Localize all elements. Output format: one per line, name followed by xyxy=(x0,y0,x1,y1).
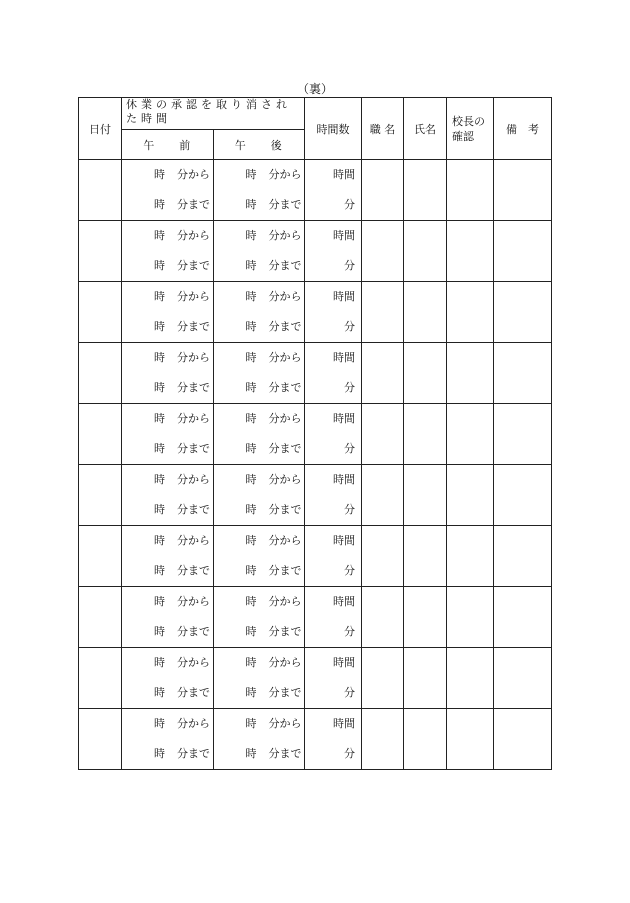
date-cell[interactable] xyxy=(79,648,122,709)
header-date: 日付 xyxy=(79,98,122,160)
post-cell[interactable] xyxy=(362,282,404,343)
hour-label: 時 xyxy=(245,259,257,272)
to-label: 分まで xyxy=(268,381,302,394)
am-time-cell[interactable] xyxy=(122,404,214,465)
table-row xyxy=(79,221,552,282)
am-time-cell[interactable] xyxy=(122,587,214,648)
hour-label: 時 xyxy=(154,442,165,455)
remarks-cell[interactable] xyxy=(494,343,552,404)
to-label: 分まで xyxy=(177,747,210,760)
to-label: 分まで xyxy=(177,259,210,272)
table-row xyxy=(79,587,552,648)
to-label: 分まで xyxy=(268,686,302,699)
table-row xyxy=(79,648,552,709)
date-cell[interactable] xyxy=(79,343,122,404)
post-cell[interactable] xyxy=(362,648,404,709)
hour-label: 時 xyxy=(245,625,257,638)
am-time-cell[interactable] xyxy=(122,465,214,526)
hours-unit-label: 時間 xyxy=(333,656,355,669)
table-row xyxy=(79,282,552,343)
hours-cell[interactable] xyxy=(305,343,362,404)
principal-check-cell[interactable] xyxy=(447,404,494,465)
date-cell[interactable] xyxy=(79,404,122,465)
hours-unit-label: 時間 xyxy=(333,229,355,242)
hours-unit-label: 時間 xyxy=(333,290,355,303)
hour-label: 時 xyxy=(245,534,257,547)
hour-label: 時 xyxy=(245,686,257,699)
hours-cell[interactable] xyxy=(305,282,362,343)
hour-label: 時 xyxy=(154,595,165,608)
hour-label: 時 xyxy=(154,656,165,669)
from-label: 分から xyxy=(177,656,210,669)
remarks-cell[interactable] xyxy=(494,709,552,770)
hour-label: 時 xyxy=(154,686,165,699)
minutes-unit-label: 分 xyxy=(344,503,355,516)
from-label: 分から xyxy=(177,229,210,242)
to-label: 分まで xyxy=(268,259,302,272)
hour-label: 時 xyxy=(154,198,165,211)
to-label: 分まで xyxy=(268,320,302,333)
hours-unit-label: 時間 xyxy=(333,595,355,608)
name-cell[interactable] xyxy=(404,709,447,770)
header-remarks: 備 考 xyxy=(494,98,552,160)
principal-check-cell[interactable] xyxy=(447,465,494,526)
to-label: 分まで xyxy=(177,198,210,211)
from-label: 分から xyxy=(177,168,210,181)
principal-check-cell[interactable] xyxy=(447,160,494,221)
hour-label: 時 xyxy=(154,717,165,730)
hour-label: 時 xyxy=(154,290,165,303)
remarks-cell[interactable] xyxy=(494,221,552,282)
hours-unit-label: 時間 xyxy=(333,168,355,181)
pm-time-cell[interactable] xyxy=(213,160,305,221)
principal-check-cell[interactable] xyxy=(447,282,494,343)
minutes-unit-label: 分 xyxy=(344,259,355,272)
hour-label: 時 xyxy=(245,168,257,181)
pm-time-cell[interactable] xyxy=(213,526,305,587)
post-cell[interactable] xyxy=(362,526,404,587)
principal-check-cell[interactable] xyxy=(447,709,494,770)
hour-label: 時 xyxy=(154,473,165,486)
table-row xyxy=(79,465,552,526)
name-cell[interactable] xyxy=(404,648,447,709)
table-row xyxy=(79,404,552,465)
hours-cell[interactable] xyxy=(305,221,362,282)
to-label: 分まで xyxy=(268,747,302,760)
hour-label: 時 xyxy=(245,320,257,333)
header-hours: 時間数 xyxy=(305,98,362,160)
pm-time-cell[interactable] xyxy=(213,465,305,526)
hour-label: 時 xyxy=(154,381,165,394)
header-name: 氏名 xyxy=(404,98,447,160)
name-cell[interactable] xyxy=(404,282,447,343)
principal-check-cell[interactable] xyxy=(447,648,494,709)
hour-label: 時 xyxy=(154,168,165,181)
hour-label: 時 xyxy=(245,656,257,669)
principal-check-cell[interactable] xyxy=(447,587,494,648)
minutes-unit-label: 分 xyxy=(344,686,355,699)
to-label: 分まで xyxy=(177,686,210,699)
date-cell[interactable] xyxy=(79,221,122,282)
post-cell[interactable] xyxy=(362,160,404,221)
am-time-cell[interactable] xyxy=(122,343,214,404)
hour-label: 時 xyxy=(245,198,257,211)
hour-label: 時 xyxy=(245,381,257,394)
to-label: 分まで xyxy=(177,442,210,455)
am-time-cell[interactable] xyxy=(122,221,214,282)
from-label: 分から xyxy=(268,595,302,608)
post-cell[interactable] xyxy=(362,587,404,648)
remarks-cell[interactable] xyxy=(494,160,552,221)
date-cell[interactable] xyxy=(79,709,122,770)
hours-unit-label: 時間 xyxy=(333,412,355,425)
minutes-unit-label: 分 xyxy=(344,625,355,638)
from-label: 分から xyxy=(177,717,210,730)
hours-unit-label: 時間 xyxy=(333,351,355,364)
hour-label: 時 xyxy=(154,564,165,577)
to-label: 分まで xyxy=(177,320,210,333)
table-row xyxy=(79,160,552,221)
hour-label: 時 xyxy=(154,259,165,272)
minutes-unit-label: 分 xyxy=(344,320,355,333)
hour-label: 時 xyxy=(154,320,165,333)
am-time-cell[interactable] xyxy=(122,160,214,221)
header-cancelled-period: 休業の承認を取り消された時間 xyxy=(122,98,305,130)
hours-cell[interactable] xyxy=(305,648,362,709)
principal-check-cell[interactable] xyxy=(447,343,494,404)
post-cell[interactable] xyxy=(362,343,404,404)
from-label: 分から xyxy=(177,473,210,486)
from-label: 分から xyxy=(268,351,302,364)
date-cell[interactable] xyxy=(79,526,122,587)
minutes-unit-label: 分 xyxy=(344,381,355,394)
leave-cancellation-table xyxy=(78,97,552,770)
hours-cell[interactable] xyxy=(305,160,362,221)
minutes-unit-label: 分 xyxy=(344,564,355,577)
hour-label: 時 xyxy=(154,534,165,547)
name-cell[interactable] xyxy=(404,526,447,587)
date-cell[interactable] xyxy=(79,282,122,343)
date-cell[interactable] xyxy=(79,160,122,221)
to-label: 分まで xyxy=(268,564,302,577)
hours-cell[interactable] xyxy=(305,709,362,770)
name-cell[interactable] xyxy=(404,587,447,648)
header-am: 午 前 xyxy=(122,130,214,160)
name-cell[interactable] xyxy=(404,404,447,465)
pm-time-cell[interactable] xyxy=(213,282,305,343)
to-label: 分まで xyxy=(268,625,302,638)
post-cell[interactable] xyxy=(362,709,404,770)
hours-unit-label: 時間 xyxy=(333,717,355,730)
hour-label: 時 xyxy=(245,717,257,730)
pm-time-cell[interactable] xyxy=(213,221,305,282)
hours-unit-label: 時間 xyxy=(333,534,355,547)
to-label: 分まで xyxy=(177,503,210,516)
to-label: 分まで xyxy=(177,625,210,638)
name-cell[interactable] xyxy=(404,160,447,221)
pm-time-cell[interactable] xyxy=(213,587,305,648)
post-cell[interactable] xyxy=(362,221,404,282)
hours-cell[interactable] xyxy=(305,465,362,526)
hour-label: 時 xyxy=(154,412,165,425)
hour-label: 時 xyxy=(154,351,165,364)
hour-label: 時 xyxy=(245,595,257,608)
hour-label: 時 xyxy=(154,747,165,760)
to-label: 分まで xyxy=(268,198,302,211)
remarks-cell[interactable] xyxy=(494,526,552,587)
hour-label: 時 xyxy=(154,625,165,638)
to-label: 分まで xyxy=(268,442,302,455)
header-principal-check: 校長の確認 xyxy=(447,98,494,160)
table-row xyxy=(79,343,552,404)
principal-check-cell[interactable] xyxy=(447,221,494,282)
from-label: 分から xyxy=(268,229,302,242)
minutes-unit-label: 分 xyxy=(344,747,355,760)
hours-unit-label: 時間 xyxy=(333,473,355,486)
from-label: 分から xyxy=(268,656,302,669)
minutes-unit-label: 分 xyxy=(344,198,355,211)
hour-label: 時 xyxy=(245,351,257,364)
hour-label: 時 xyxy=(245,442,257,455)
post-cell[interactable] xyxy=(362,465,404,526)
table-row xyxy=(79,709,552,770)
am-time-cell[interactable] xyxy=(122,282,214,343)
from-label: 分から xyxy=(268,412,302,425)
remarks-cell[interactable] xyxy=(494,404,552,465)
minutes-unit-label: 分 xyxy=(344,442,355,455)
from-label: 分から xyxy=(268,473,302,486)
name-cell[interactable] xyxy=(404,343,447,404)
sheet-title: （裏） xyxy=(296,82,333,96)
header-post: 職 名 xyxy=(362,98,404,160)
am-time-cell[interactable] xyxy=(122,709,214,770)
from-label: 分から xyxy=(177,595,210,608)
to-label: 分まで xyxy=(268,503,302,516)
to-label: 分まで xyxy=(177,564,210,577)
hour-label: 時 xyxy=(245,503,257,516)
hour-label: 時 xyxy=(245,564,257,577)
hour-label: 時 xyxy=(245,473,257,486)
name-cell[interactable] xyxy=(404,221,447,282)
remarks-cell[interactable] xyxy=(494,282,552,343)
am-time-cell[interactable] xyxy=(122,526,214,587)
hours-cell[interactable] xyxy=(305,526,362,587)
to-label: 分まで xyxy=(177,381,210,394)
principal-check-cell[interactable] xyxy=(447,526,494,587)
hour-label: 時 xyxy=(154,503,165,516)
am-time-cell[interactable] xyxy=(122,648,214,709)
remarks-cell[interactable] xyxy=(494,648,552,709)
date-cell[interactable] xyxy=(79,465,122,526)
hour-label: 時 xyxy=(245,412,257,425)
from-label: 分から xyxy=(268,290,302,303)
from-label: 分から xyxy=(177,351,210,364)
pm-time-cell[interactable] xyxy=(213,648,305,709)
from-label: 分から xyxy=(268,717,302,730)
remarks-cell[interactable] xyxy=(494,465,552,526)
from-label: 分から xyxy=(268,534,302,547)
table-row xyxy=(79,526,552,587)
pm-time-cell[interactable] xyxy=(213,343,305,404)
remarks-cell[interactable] xyxy=(494,587,552,648)
post-cell[interactable] xyxy=(362,404,404,465)
from-label: 分から xyxy=(177,534,210,547)
from-label: 分から xyxy=(177,290,210,303)
hours-cell[interactable] xyxy=(305,587,362,648)
header-pm: 午 後 xyxy=(213,130,305,160)
name-cell[interactable] xyxy=(404,465,447,526)
hour-label: 時 xyxy=(245,747,257,760)
from-label: 分から xyxy=(177,412,210,425)
hour-label: 時 xyxy=(245,229,257,242)
hour-label: 時 xyxy=(154,229,165,242)
date-cell[interactable] xyxy=(79,587,122,648)
hour-label: 時 xyxy=(245,290,257,303)
hours-cell[interactable] xyxy=(305,404,362,465)
pm-time-cell[interactable] xyxy=(213,709,305,770)
pm-time-cell[interactable] xyxy=(213,404,305,465)
from-label: 分から xyxy=(268,168,302,181)
header-row xyxy=(79,98,552,130)
